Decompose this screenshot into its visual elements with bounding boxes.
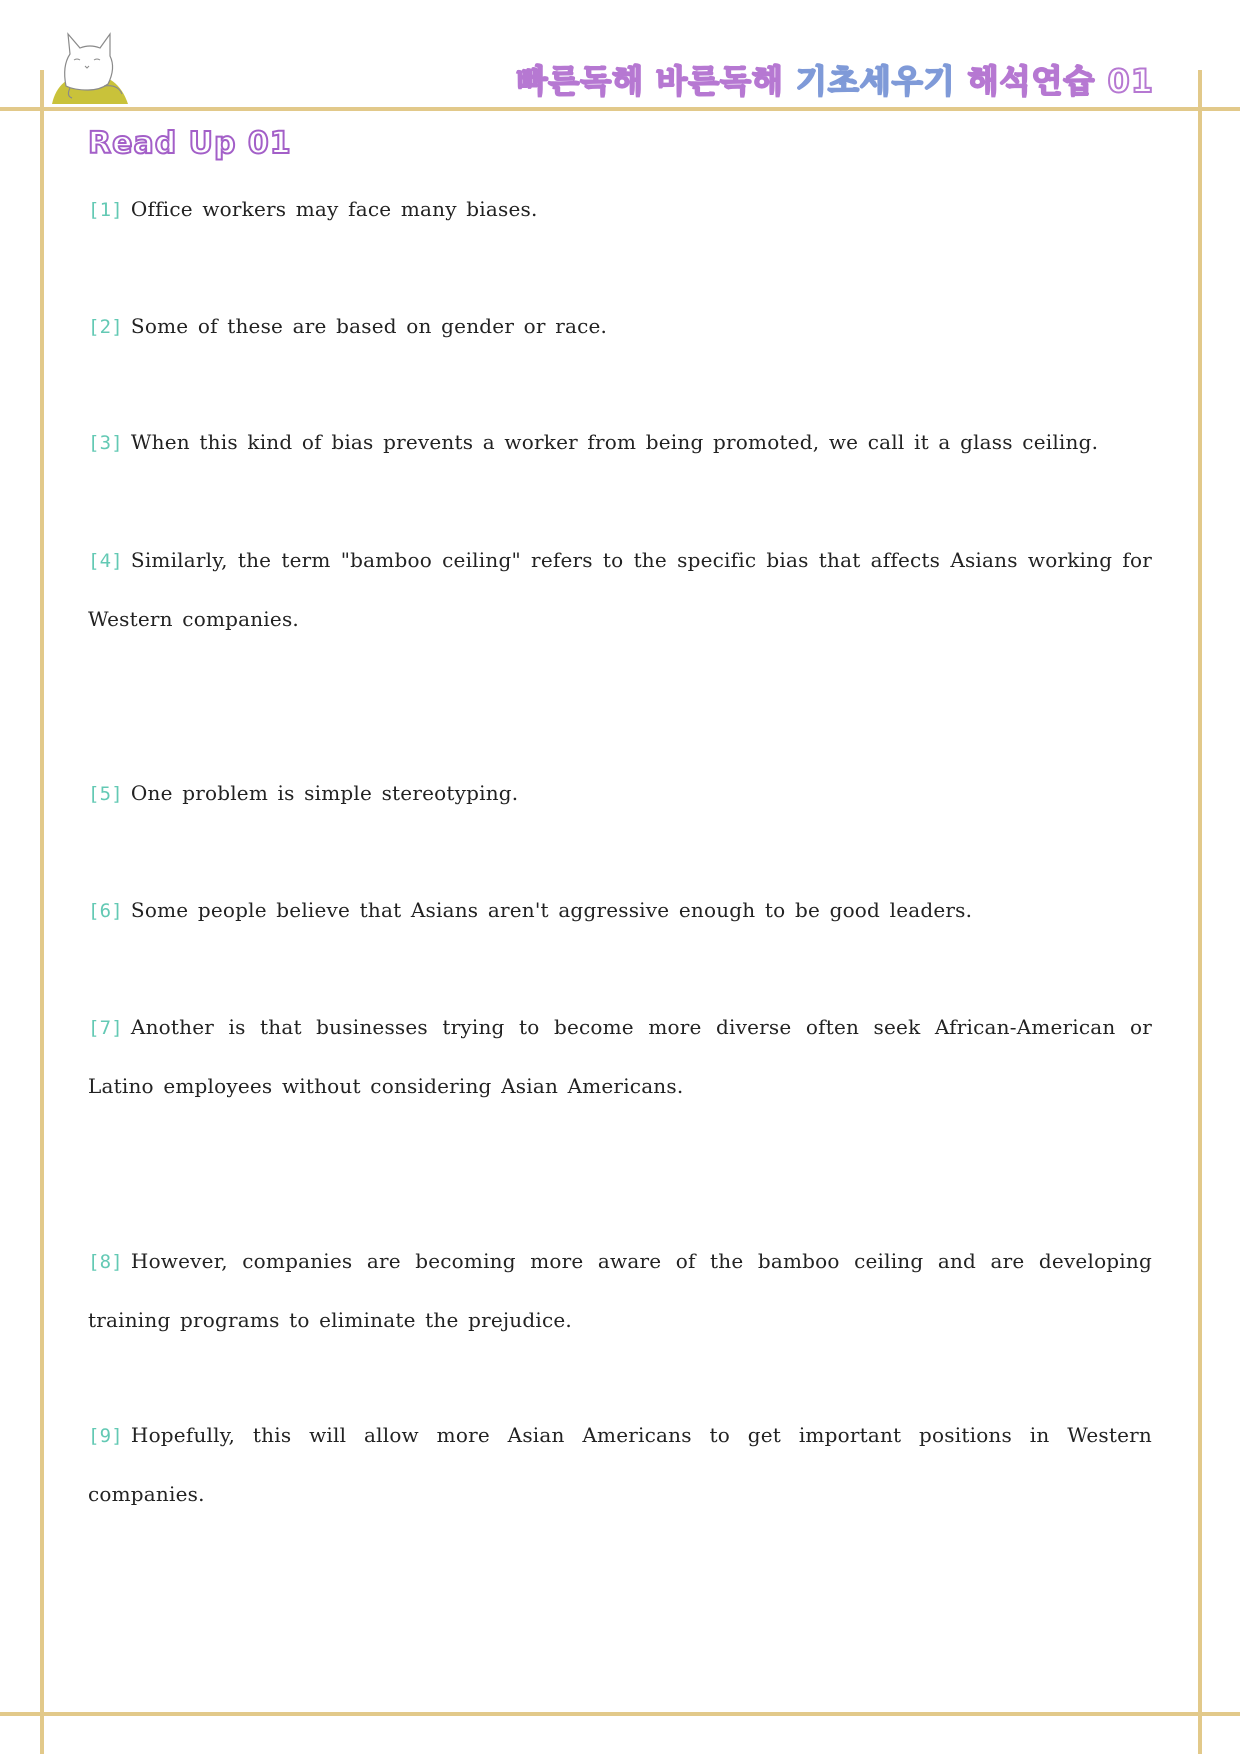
sentence-item xyxy=(88,764,1152,823)
sentence-number: [1] xyxy=(88,199,123,221)
sentence-item xyxy=(88,531,1152,648)
header-title-part2: 기초세우기 xyxy=(795,62,956,100)
sentence-number: [3] xyxy=(88,432,123,454)
sentence-item xyxy=(88,1232,1152,1349)
sentence-text: However, companies are becoming more aware of the bamboo ceiling and are developing training programs to eliminate the prejudice. xyxy=(88,1249,1152,1332)
sentence-number: [7] xyxy=(88,1017,123,1039)
footer-rule xyxy=(0,1712,1240,1716)
sentence-item xyxy=(88,881,1152,940)
header-title xyxy=(516,56,1154,102)
sentence-number: [2] xyxy=(88,316,123,338)
sentence-text: Similarly, the term "bamboo ceiling" refers to the specific bias that affects Asians working for Western companies. xyxy=(88,548,1152,631)
sentence-text: Office workers may face many biases. xyxy=(130,197,538,221)
sentence-number: [4] xyxy=(88,550,123,572)
left-margin-rule xyxy=(40,70,44,1754)
page-title: Read Up 01 xyxy=(88,126,292,161)
sentence-number: [6] xyxy=(88,900,123,922)
sentence-number: [5] xyxy=(88,783,123,805)
sentence-number: [9] xyxy=(88,1425,123,1447)
header-title-part3: 해석연습 01 xyxy=(967,62,1154,100)
header-title-part1: 빠른독해 바른독해 xyxy=(516,62,784,100)
right-margin-rule xyxy=(1198,70,1202,1754)
sentence-text: One problem is simple stereotyping. xyxy=(130,781,519,805)
sentence-text: Some of these are based on gender or race. xyxy=(130,314,608,338)
sentence-number: [8] xyxy=(88,1251,123,1273)
sentence-text: Some people believe that Asians aren't aggressive enough to be good leaders. xyxy=(130,898,973,922)
sentence-item xyxy=(88,297,1152,356)
cat-mascot-icon xyxy=(44,26,134,106)
sentence-text: When this kind of bias prevents a worker from being promoted, we call it a glass ceiling. xyxy=(130,430,1099,454)
sentence-text: Hopefully, this will allow more Asian Americans to get important positions in Western companies. xyxy=(88,1423,1152,1506)
sentence-item xyxy=(88,180,1152,239)
sentence-item xyxy=(88,998,1152,1115)
sentence-item xyxy=(88,413,1152,472)
sentence-text: Another is that businesses trying to become more diverse often seek African-American or Latino employees without considering Asian Americans. xyxy=(88,1015,1152,1098)
sentence-item xyxy=(88,1406,1152,1523)
header-rule xyxy=(0,107,1240,111)
